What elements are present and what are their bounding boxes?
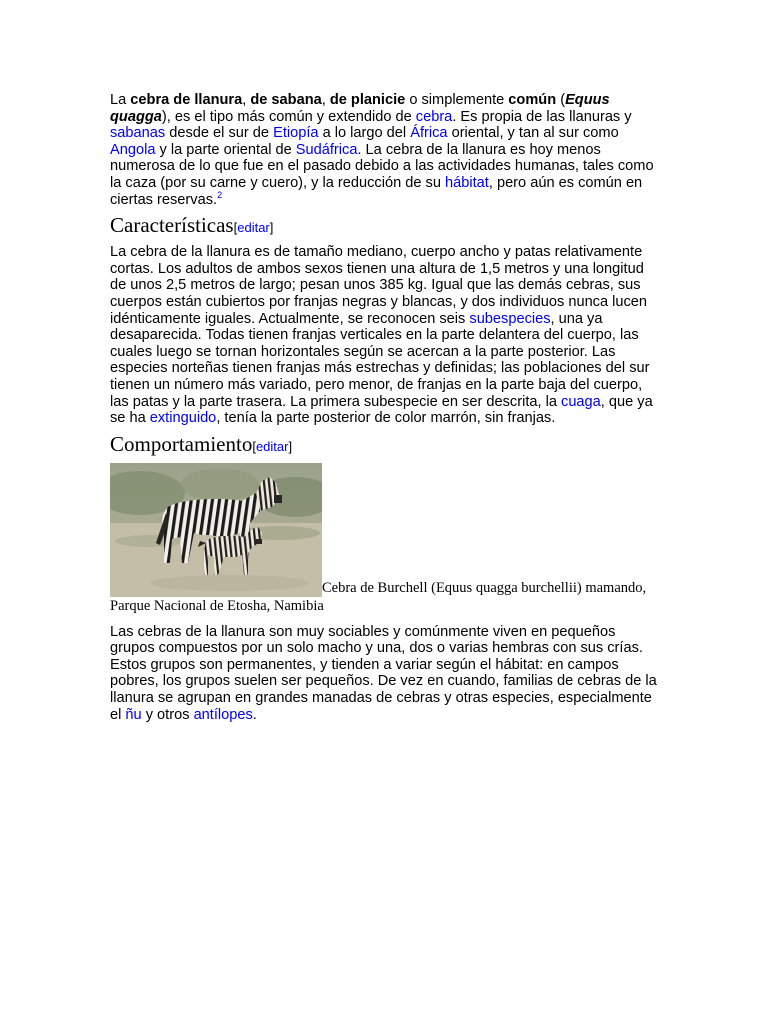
link-etiopia[interactable]: Etiopía: [273, 125, 319, 142]
text: ,: [321, 92, 330, 108]
text: ), es el tipo más común y extendido de: [161, 108, 416, 125]
text: , que ya se ha: [110, 393, 653, 427]
text: , pero aún es común en ciertas reservas.: [110, 174, 643, 208]
article: [110, 92, 660, 723]
text: Las cebras de la llanura son muy sociables y comúnmente viven en pequeños grupos compuestos por un solo macho y una, dos o varias hembras con sus crías. Estos grupos son permanentes, y tienden a variar según el hábitat: en campos pobres, los grupos suelen ser pequeños. De vez en cuando, familias de cebras de la llanura se agrupan en grandes manadas de cebras y otras especies, especialmente el: [110, 623, 657, 723]
text: (: [556, 92, 566, 108]
characteristics-paragraph: [110, 244, 660, 427]
bold-term: cebra de llanura: [130, 92, 243, 108]
link-antilopes[interactable]: antílopes: [193, 706, 253, 723]
text: ,: [242, 92, 251, 108]
bold-term: común: [508, 92, 557, 108]
edit-link[interactable]: editar: [237, 220, 270, 236]
reference-link[interactable]: 2: [217, 189, 223, 200]
section-heading-caracteristicas: [110, 212, 660, 241]
edit-section: [234, 220, 274, 235]
text: oriental, y tan al sur como: [447, 125, 619, 142]
text: , tenía la parte posterior de color marrón, sin franjas.: [216, 410, 556, 427]
bracket: ]: [288, 438, 293, 454]
link-extinguido[interactable]: extinguido: [149, 410, 217, 427]
text: . Es propia de las llanuras y: [452, 108, 632, 125]
text: La cebra de la llanura es de tamaño mediano, cuerpo ancho y patas relativamente cortas. Los adultos de ambos sexos tienen una altura de 1,5 metros y una longitud de unos 2,5 metros de largo; pesan unos 385 kg. Igual que las demás cebras, sus cuerpos están cubiertos por franjas negras y blancas, y dos individuos nunca lucen idénticamente iguales. Actualmente, se reconocen seis: [110, 244, 648, 327]
intro-paragraph: [110, 92, 660, 208]
link-subespecies[interactable]: subespecies: [469, 310, 551, 327]
link-sabanas[interactable]: sabanas: [110, 125, 166, 142]
zebra-photo-drawing: [110, 463, 322, 597]
link-angola[interactable]: Angola: [110, 141, 156, 158]
text: y la parte oriental de: [155, 141, 296, 158]
heading-text: Comportamiento: [110, 431, 253, 456]
link-cuaga[interactable]: cuaga: [561, 393, 601, 410]
bold-term: de planicie: [329, 92, 406, 108]
text: a lo largo del: [318, 125, 411, 142]
edit-section: [252, 439, 292, 454]
text: .: [252, 706, 257, 723]
heading-text: Características: [110, 213, 234, 238]
text: y otros: [141, 706, 194, 723]
text: La: [110, 92, 131, 108]
text: o simplemente: [405, 92, 509, 108]
bracket: [: [252, 438, 256, 454]
link-nu[interactable]: ñu: [125, 706, 142, 723]
link-sudafrica[interactable]: Sudáfrica: [295, 141, 358, 158]
text: desde el sur de: [165, 125, 274, 142]
text: . La cebra de la llanura es hoy menos numerosa de lo que fue en el pasado debido a las actividades humanas, tales como la caza (por su carne y cuero), y la reducción de su: [110, 141, 654, 191]
scientific-name: Equus quagga: [110, 92, 610, 125]
edit-link[interactable]: editar: [255, 438, 289, 454]
text: , una ya desaparecida. Todas tienen franjas verticales en la parte delantera del cuerpo, las cuales luego se tornan horizontales según se acercan a la parte posterior. Las especies norteñas tienen franjas más estrechas y definidas; las poblaciones del sur tienen un número más variado, pero menor, de franjas en la parte baja del cuerpo, las patas y la parte trasera. La primera subespecie en ser descrita, la: [110, 310, 650, 410]
bold-term: de sabana: [250, 92, 322, 108]
figure: [110, 463, 660, 615]
bracket: ]: [269, 220, 274, 236]
link-habitat[interactable]: hábitat: [445, 174, 489, 191]
zebra-photo[interactable]: [110, 463, 322, 597]
link-cebra[interactable]: cebra: [415, 108, 453, 125]
image-caption: Cebra de Burchell (Equus quagga burchellii) mamando, Parque Nacional de Etosha, Namibia: [110, 579, 647, 614]
link-africa[interactable]: África: [410, 125, 448, 142]
bracket: [: [233, 220, 238, 236]
section-heading-comportamiento: [110, 431, 660, 460]
behavior-paragraph: [110, 624, 660, 724]
